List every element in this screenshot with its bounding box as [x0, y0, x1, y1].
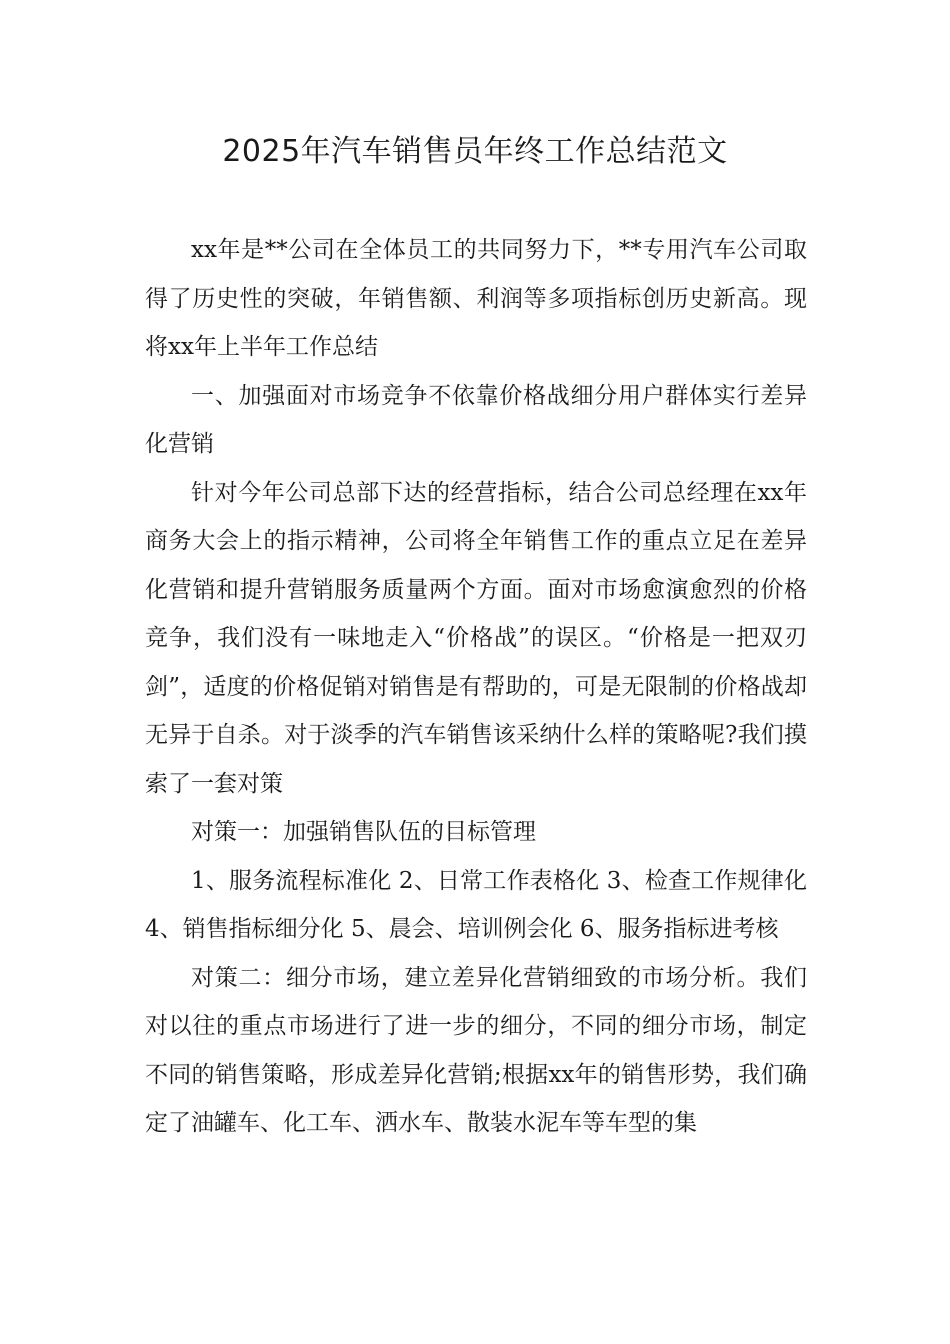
- document-title: 2025年汽车销售员年终工作总结范文: [222, 134, 728, 169]
- strategy-two-paragraph: 对策二：细分市场，建立差异化营销细致的市场分析。我们对以往的重点市场进行了进一步的细分，不同的细分市场，制定不同的销售策略，形成差异化营销;根据xx年的销售形势，我们确定了油罐车、化工车、洒水车、散装水泥车等车型的集: [145, 964, 807, 1136]
- section-heading-1: 一、加强面对市场竞争不依靠价格战细分用户群体实行差异化营销: [145, 382, 807, 457]
- strategy-one-heading: 对策一：加强销售队伍的目标管理: [191, 819, 536, 845]
- strategy-one-list: 1、服务流程标准化 2、日常工作表格化 3、检查工作规律化 4、销售指标细分化 5、晨会、培训例会化 6、服务指标进考核: [145, 867, 807, 942]
- paragraph-strategy: 针对今年公司总部下达的经营指标，结合公司总经理在xx年商务大会上的指示精神，公司将全年销售工作的重点立足在差异化营销和提升营销服务质量两个方面。面对市场愈演愈烈的价格竞争，我们没有一味地走入“价格战”的误区。“价格是一把双刃剑”，适度的价格促销对销售是有帮助的，可是无限制的价格战却无异于自杀。对于淡季的汽车销售该采纳什么样的策略呢?我们摸索了一套对策: [145, 479, 807, 797]
- paragraph-intro: xx年是**公司在全体员工的共同努力下，**专用汽车公司取得了历史性的突破，年销售额、利润等多项指标创历史新高。现将xx年上半年工作总结: [145, 237, 807, 360]
- document-body: [145, 226, 807, 1148]
